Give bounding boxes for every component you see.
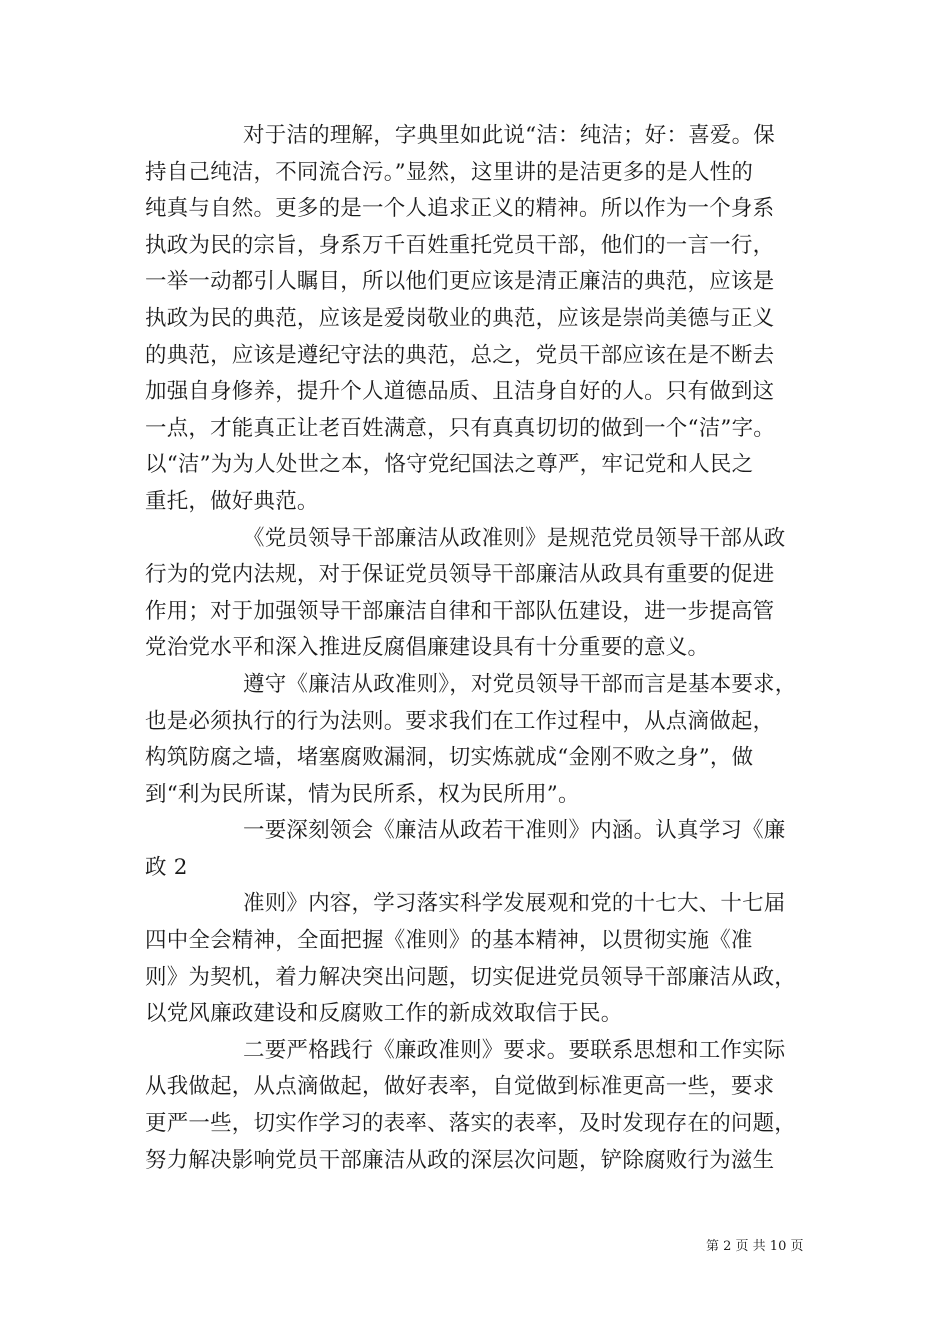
text-line: 行为的党内法规，对于保证党员领导干部廉洁从政具有重要的促进 — [145, 562, 775, 588]
text-line: 则》为契机，着力解决突出问题，切实促进党员领导干部廉洁从政， — [145, 964, 797, 990]
text-line: 准则》内容，学习落实科学发展观和党的十七大、十七届 — [243, 891, 786, 917]
text-line: 二要严格践行《廉政准则》要求。要联系思想和工作实际 — [243, 1037, 786, 1063]
text-line: 一点，才能真正让老百姓满意，只有真真切切的做到一个“洁”字。 — [145, 415, 775, 441]
text-line: 到“利为民所谋，情为民所系，权为民所用”。 — [145, 781, 580, 807]
text-line: 的典范，应该是遵纪守法的典范，总之，党员干部应该在是不断去 — [145, 342, 775, 368]
document-body — [145, 118, 810, 1179]
text-line: 一举一动都引人瞩目，所以他们更应该是清正廉洁的典范，应该是 — [145, 269, 775, 295]
text-line: 政 2 — [145, 854, 188, 880]
text-line: 执政为民的宗旨，身系万千百姓重托党员干部，他们的一言一行， — [145, 232, 775, 258]
text-line: 持自己纯洁，不同流合污。”显然，这里讲的是洁更多的是人性的 — [145, 159, 754, 185]
text-line: 也是必须执行的行为法则。要求我们在工作过程中，从点滴做起， — [145, 708, 775, 734]
text-line: 作用；对于加强领导干部廉洁自律和干部队伍建设，进一步提高管 — [145, 598, 775, 624]
text-line: 从我做起，从点滴做起，做好表率，自觉做到标准更高一些，要求 — [145, 1074, 775, 1100]
text-line: 遵守《廉洁从政准则》，对党员领导干部而言是基本要求， — [243, 671, 797, 697]
text-line: 四中全会精神，全面把握《准则》的基本精神，以贯彻实施《准 — [145, 928, 753, 954]
text-line: 重托，做好典范。 — [145, 488, 319, 514]
text-line: 更严一些，切实作学习的表率、落实的表率，及时发现存在的问题， — [145, 1111, 797, 1137]
text-line: 执政为民的典范，应该是爱岗敬业的典范，应该是崇尚美德与正义 — [145, 305, 775, 331]
text-line: 以“洁”为为人处世之本，恪守党纪国法之尊严，牢记党和人民之 — [145, 452, 754, 478]
text-line: 党治党水平和深入推进反腐倡廉建设具有十分重要的意义。 — [145, 635, 710, 661]
text-line: 努力解决影响党员干部廉洁从政的深层次问题，铲除腐败行为滋生 — [145, 1147, 775, 1173]
text-line: 《党员领导干部廉洁从政准则》是规范党员领导干部从政 — [243, 525, 786, 551]
text-line: 以党风廉政建设和反腐败工作的新成效取信于民。 — [145, 1001, 623, 1027]
page-number-footer: 第 2 页 共 10 页 — [706, 1239, 804, 1254]
text-line: 一要深刻领会《廉洁从政若干准则》内涵。认真学习《廉 — [243, 818, 786, 844]
text-line: 构筑防腐之墙，堵塞腐败漏洞，切实炼就成“金刚不败之身”，做 — [145, 745, 754, 771]
text-line: 对于洁的理解，字典里如此说“洁：纯洁；好：喜爱。保 — [243, 123, 775, 148]
text-line: 加强自身修养，提升个人道德品质、且洁身自好的人。只有做到这 — [145, 379, 775, 405]
text-line: 纯真与自然。更多的是一个人追求正义的精神。所以作为一个身系 — [145, 196, 775, 222]
